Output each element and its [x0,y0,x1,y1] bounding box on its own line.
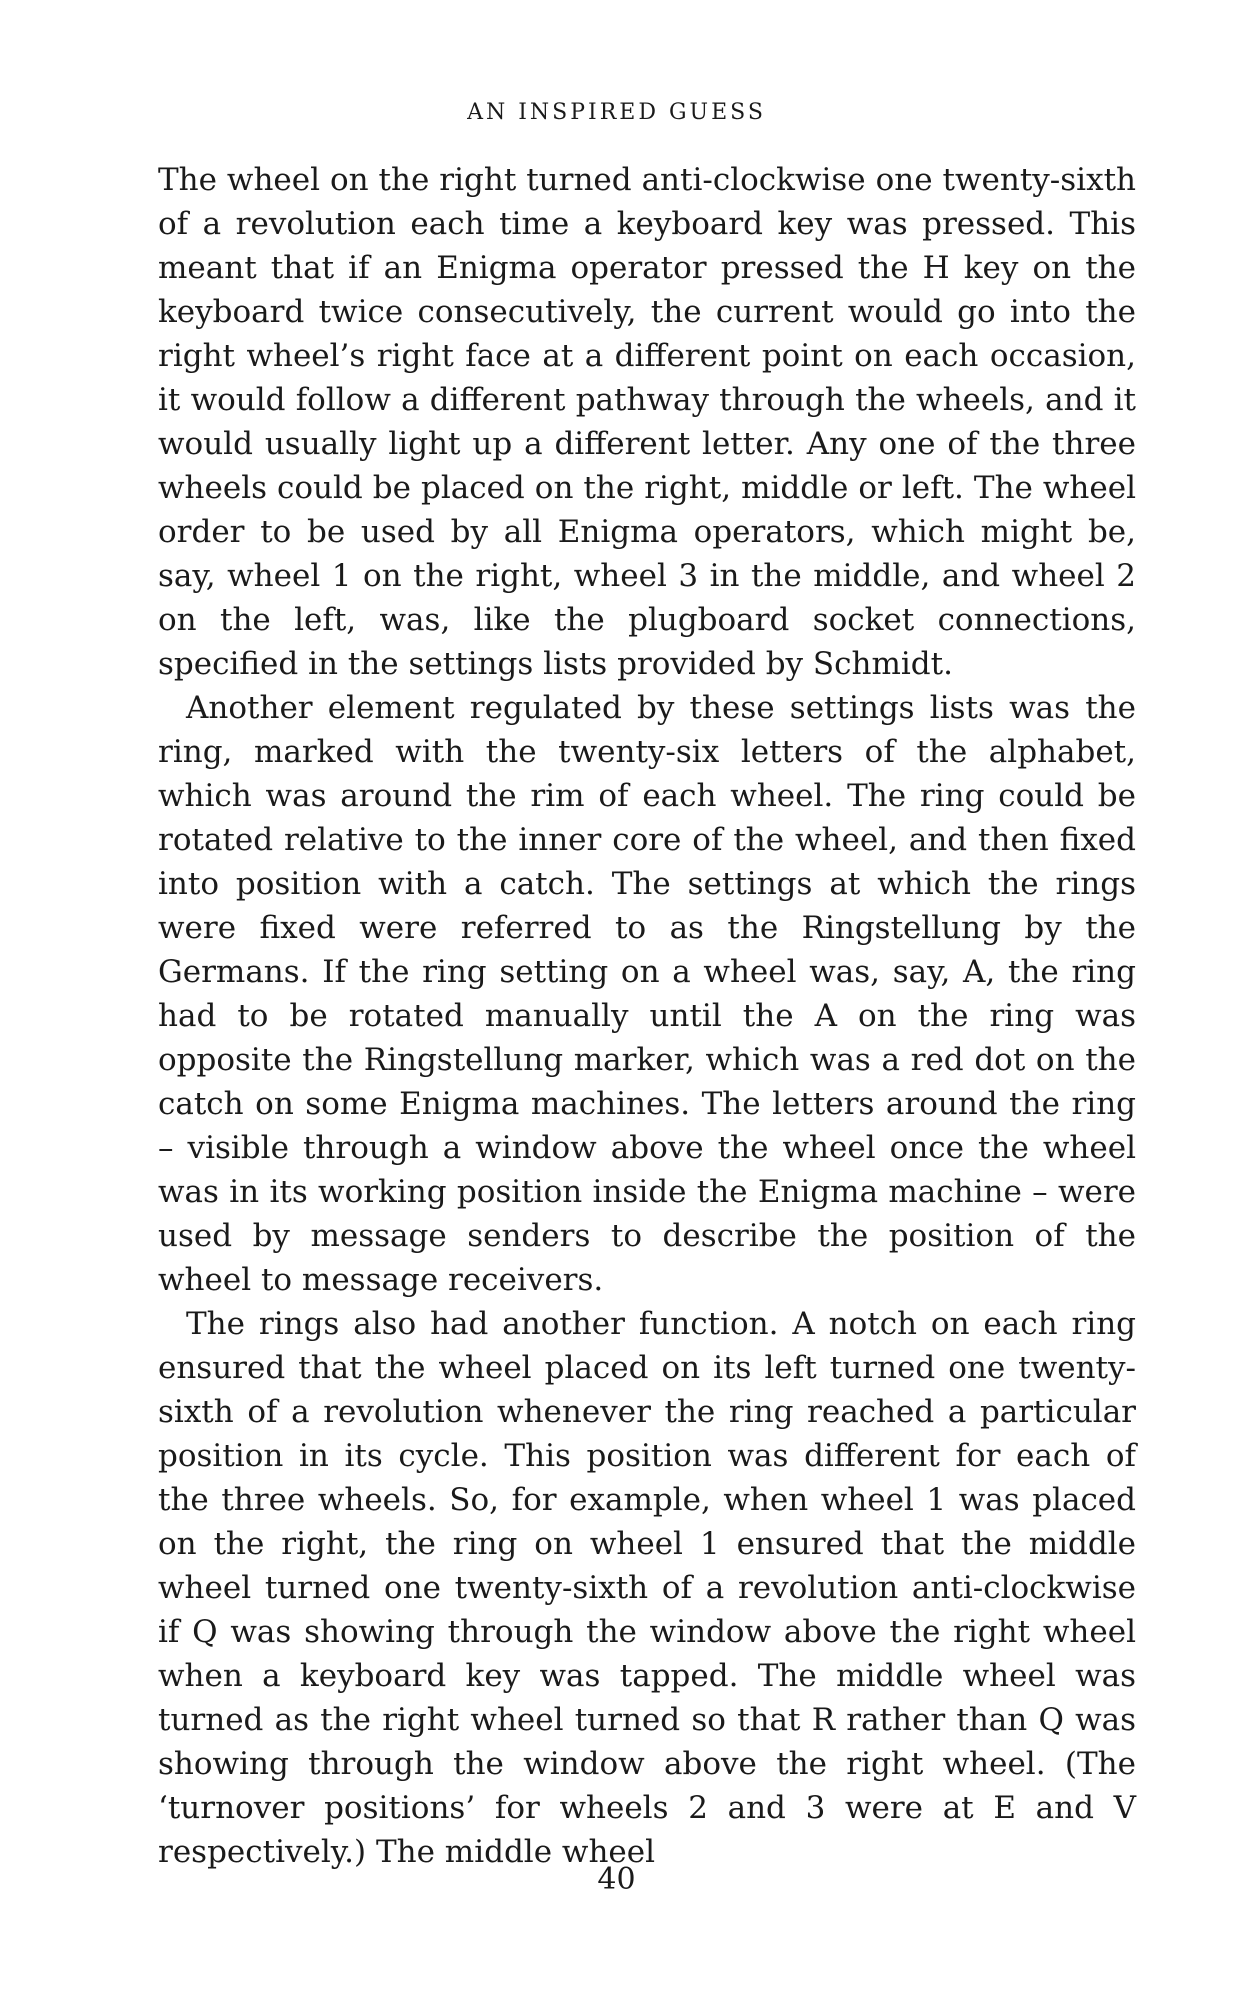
running-head: AN INSPIRED GUESS [467,100,766,125]
paragraph-2: Another element regulated by these settings lists was the ring, marked with the twenty-six letters of the alphabet, which was around the rim of each wheel. The ring could be rotated relative to the inner core of the wheel, and then fixed into position with a catch. The settings at which the rings were fixed were referred to as the Ringstellung by the Germans. If the ring setting on a wheel was, say, A, the ring had to be rotated manually until the A on the ring was opposite the Ringstellung marker, which was a red dot on the catch on some Enigma machines. The letters around the ring – visible through a window above the wheel once the wheel was in its working position inside the Enigma machine – were used by message senders to describe the position of the wheel to message receivers. [158,690,1136,1298]
body-text [158,158,1136,1874]
page-number: 40 [597,1862,636,1897]
paragraph-1: The wheel on the right turned anti-clockwise one twenty-sixth of a revolution each time a keyboard key was pressed. This meant that if an Enigma operator pressed the H key on the keyboard twice consecutively, the current would go into the right wheel’s right face at a different point on each occasion, it would follow a different pathway through the wheels, and it would usually light up a different letter. Any one of the three wheels could be placed on the right, middle or left. The wheel order to be used by all Enigma operators, which might be, say, wheel 1 on the right, wheel 3 in the middle, and wheel 2 on the left, was, like the plugboard socket connections, specified in the settings lists provided by Schmidt. [158,162,1136,682]
paragraph-3: The rings also had another function. A notch on each ring ensured that the wheel placed on its left turned one twenty-sixth of a revolution whenever the ring reached a particular position in its cycle. This position was different for each of the three wheels. So, for example, when wheel 1 was placed on the right, the ring on wheel 1 ensured that the middle wheel turned one twenty-sixth of a revolution anti-clockwise if Q was showing through the window above the right wheel when a keyboard key was tapped. The middle wheel was turned as the right wheel turned so that R rather than Q was showing through the window above the right wheel. (The ‘turnover positions’ for wheels 2 and 3 were at E and V respectively.) The middle wheel [158,1306,1136,1870]
